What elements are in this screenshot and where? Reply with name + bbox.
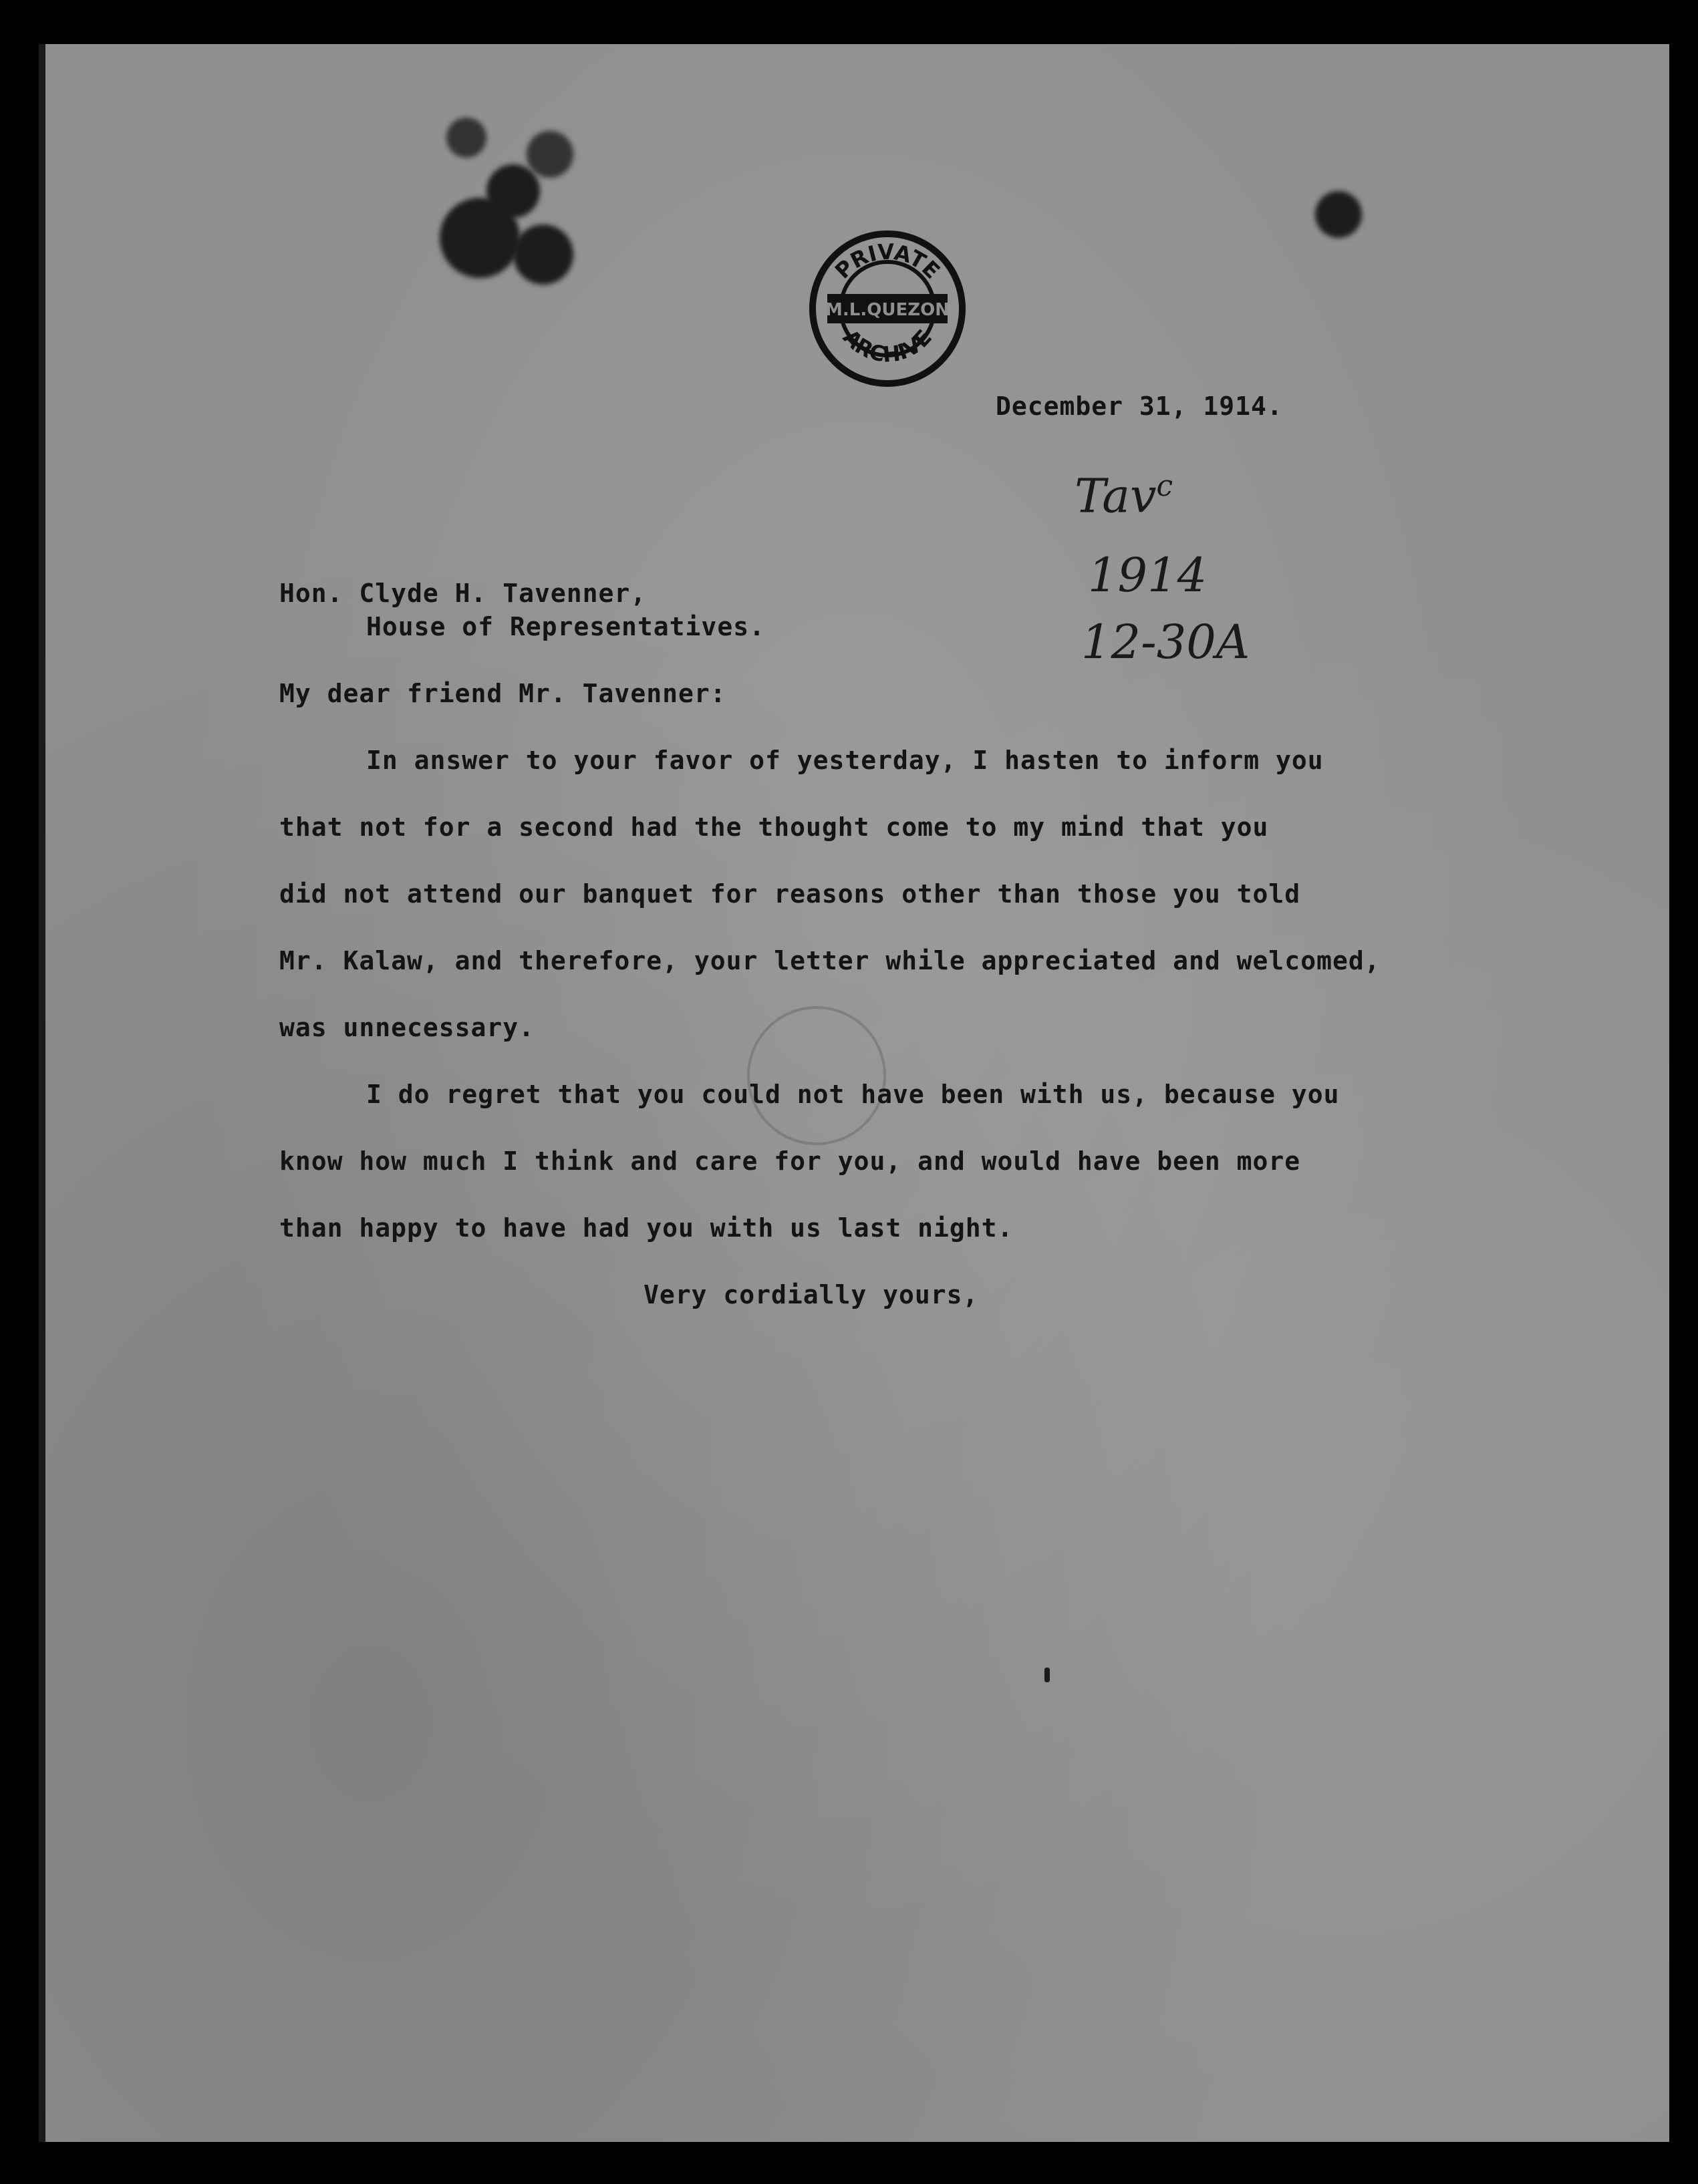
faint-seal-mark <box>747 1006 886 1145</box>
paragraph-1-line: that not for a second had the thought come to my mind that you <box>279 812 1269 842</box>
salutation: My dear friend Mr. Tavenner: <box>279 679 726 708</box>
ink-blot <box>446 118 486 158</box>
ink-blot <box>486 164 540 218</box>
paragraph-1-line: did not attend our banquet for reasons other than those you told <box>279 879 1301 909</box>
handwritten-note-code: 12-30A <box>1081 615 1250 669</box>
ink-speck <box>1044 1668 1050 1682</box>
ink-blot <box>513 224 573 285</box>
stamp-bottom-text: ARCHIVE <box>838 324 937 367</box>
ink-blot <box>527 131 573 178</box>
ink-blot <box>1315 191 1362 238</box>
handwritten-note-tav: Tav$^c$ <box>1075 468 1173 524</box>
paragraph-1-line: In answer to your favor of yesterday, I hasten to inform you <box>366 746 1324 775</box>
closing: Very cordially yours, <box>644 1280 979 1309</box>
paragraph-1-line: was unnecessary. <box>279 1013 535 1042</box>
paragraph-2-line: know how much I think and care for you, and would have been more <box>279 1146 1301 1176</box>
document-page <box>39 44 1669 2142</box>
handwritten-superscript: c <box>1156 469 1173 503</box>
recipient-office: House of Representatives. <box>366 612 765 641</box>
paragraph-2-line: I do regret that you could not have been with us, because you <box>366 1080 1340 1109</box>
letter-date: December 31, 1914. <box>996 392 1283 421</box>
archive-stamp <box>807 228 968 389</box>
paragraph-2-line: than happy to have had you with us last night. <box>279 1213 1014 1243</box>
handwritten-note-year: 1914 <box>1088 548 1208 603</box>
recipient-name: Hon. Clyde H. Tavenner, <box>279 579 647 608</box>
stamp-center-text: M.L.QUEZON <box>825 300 950 320</box>
stamp-top-text: PRIVATE <box>830 239 946 284</box>
paragraph-1-line: Mr. Kalaw, and therefore, your letter while appreciated and welcomed, <box>279 946 1381 975</box>
